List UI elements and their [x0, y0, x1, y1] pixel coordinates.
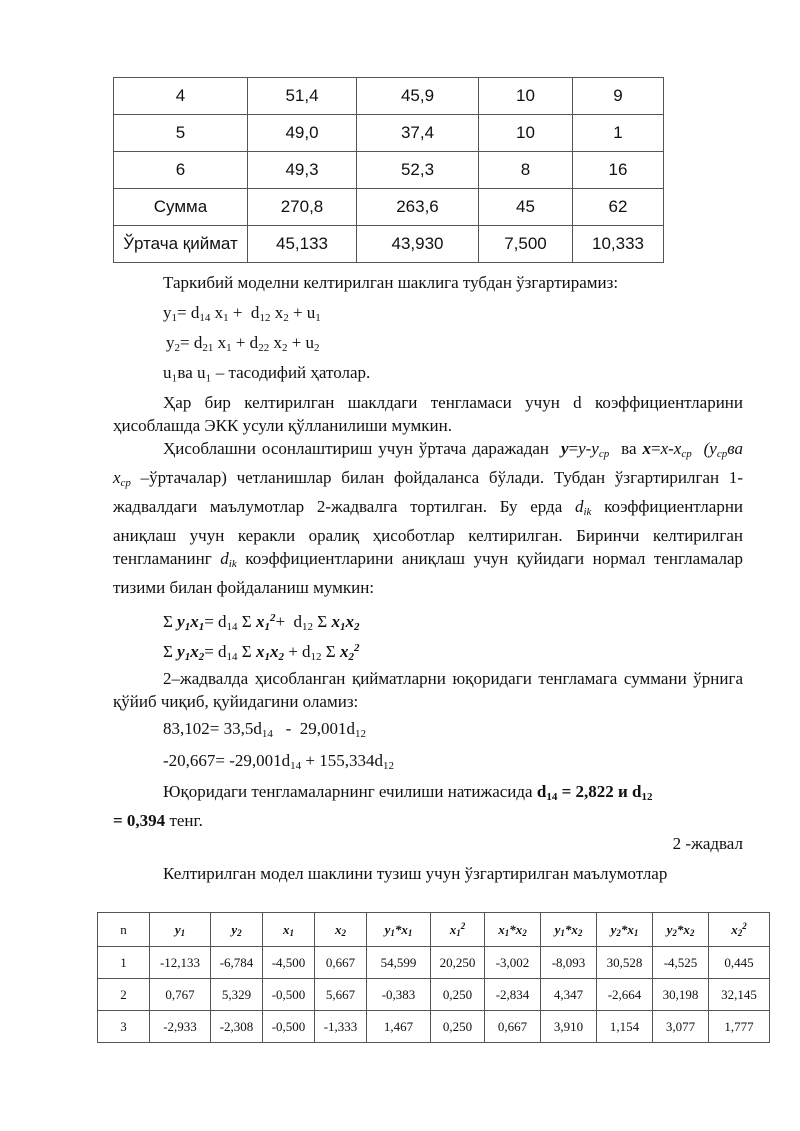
table-cell: -2,834 — [485, 979, 541, 1011]
table-cell: 1,777 — [709, 1011, 770, 1043]
equation-y1: $y_1= d_{14}$ $x_1 + d_{12}$ $x_2 + u_1$ — [163, 303, 321, 324]
table-row — [114, 152, 664, 189]
table-row — [98, 979, 770, 1011]
table-cell: -0,383 — [367, 979, 431, 1011]
table-cell: 32,145 — [709, 979, 770, 1011]
errors-line: u₁ва u₁ – тасодифий ҳатолар. — [163, 363, 371, 382]
table-cell: 49,3 — [248, 152, 357, 189]
column-header: $x_2$ — [315, 913, 367, 947]
table-cell: -8,093 — [541, 947, 597, 979]
table-cell: 10,333 — [573, 226, 664, 263]
column-header: $y_1*x_2$ — [541, 913, 597, 947]
normal-equation-1: Σ $y_1x_1= d_{14}$ Σ $x_1^2+ d_{12}$ Σ $x_1x_2$ — [163, 612, 360, 633]
paragraph-result: Юқоридаги тенгламаларнинг ечилиши натижасида $d_{14} = 2,822$ и $d_{12}$ = 0,394 тенг. — [113, 782, 653, 830]
text-span: тенг. — [169, 811, 203, 830]
table-cell: 3,910 — [541, 1011, 597, 1043]
table-cell-label: Ўртача қиймат — [114, 226, 248, 263]
table-cell: -2,933 — [150, 1011, 211, 1043]
table-cell: 1,154 — [597, 1011, 653, 1043]
table-cell: 5,667 — [315, 979, 367, 1011]
table-cell: 0,250 — [431, 979, 485, 1011]
table-cell: -3,002 — [485, 947, 541, 979]
table-cell: 0,250 — [431, 1011, 485, 1043]
table-cell: 45 — [479, 189, 573, 226]
data-table-1 — [113, 77, 664, 263]
table-cell: 0,445 — [709, 947, 770, 979]
table-cell: 45,133 — [248, 226, 357, 263]
table-cell: 54,599 — [367, 947, 431, 979]
table-cell: 9 — [573, 78, 664, 115]
column-header: $y_2*x_1$ — [597, 913, 653, 947]
table-cell: -4,525 — [653, 947, 709, 979]
column-header: $y_1$ — [150, 913, 211, 947]
table2-label: 2 -жадвал — [672, 834, 743, 853]
table-cell: 20,250 — [431, 947, 485, 979]
text-span: коэффициентларини аниқлаш учун қуйидаги нормал тенгламалар тизими билан фойдаланиш мумкин: — [113, 549, 743, 597]
table-cell: 6 — [114, 152, 248, 189]
table-cell: 263,6 — [357, 189, 479, 226]
table-cell: 5 — [114, 115, 248, 152]
table-cell: 0,667 — [315, 947, 367, 979]
column-header: $y_1*x_1$ — [367, 913, 431, 947]
table-cell: -1,333 — [315, 1011, 367, 1043]
table-cell: 30,198 — [653, 979, 709, 1011]
table-cell: 45,9 — [357, 78, 479, 115]
text-span: коэффициентларни аниқлаш учун керакли оралиқ ҳисоботлар келтирилган. Биринчи келтирилган тенгламанинг — [113, 497, 744, 568]
column-header: $x_2^2$ — [709, 913, 770, 947]
table-cell: 43,930 — [357, 226, 479, 263]
text-span: Юқоридаги тенгламаларнинг ечилиши натижасида — [163, 782, 533, 801]
table-cell: 16 — [573, 152, 664, 189]
text-span: –ўртачалар) четланишлар билан фойдаланса бўлади. Тубдан ўзгартирилган 1-жадвалдаги маълумотлар 2-жадвалга тортилган. Бу ерда — [113, 468, 743, 516]
table-cell: -6,784 — [211, 947, 263, 979]
table-cell: 1 — [573, 115, 664, 152]
intro-paragraph: Таркибий моделни келтирилган шаклига тубдан ўзгартирамиз: — [163, 273, 619, 292]
table-cell: -4,500 — [263, 947, 315, 979]
table2-caption: Келтирилган модел шаклини тузиш учун ўзгартирилган маълумотлар — [163, 864, 668, 883]
table-cell: 30,528 — [597, 947, 653, 979]
table-cell: 4 — [114, 78, 248, 115]
table-cell: 10 — [479, 78, 573, 115]
table-cell: 51,4 — [248, 78, 357, 115]
system-equation-2: $-20,667= -29,001d_{14} + 155,334d_{12}$ — [163, 751, 395, 772]
table-cell: 0,767 — [150, 979, 211, 1011]
table-row — [114, 115, 664, 152]
table-cell: 37,4 — [357, 115, 479, 152]
table-cell: 49,0 — [248, 115, 357, 152]
table-row — [98, 947, 770, 979]
table-row — [98, 1011, 770, 1043]
column-header: $x_1$ — [263, 913, 315, 947]
table-cell: 0,667 — [485, 1011, 541, 1043]
table-cell: 1,467 — [367, 1011, 431, 1043]
data-table-2 — [97, 912, 770, 1043]
table-cell: 52,3 — [357, 152, 479, 189]
paragraph-deviations: Ҳисоблашни осонлаштириш учун ўртача даражадан $y=y-y_{ср}$ ва $x=x-x_{ср}$ ($y_{ср}ва$ $x_{ср}$ –ўртачалар) четланишлар билан фойдаланса бўлади. Тубдан ўзгартирилган 1-жадвалдаги маълумотлар 2-жадвалга тортилган. Бу ерда $d_{ik}$ коэффициентларни аниқлаш учун керакли оралиқ ҳисоботлар келтирилган. Биринчи келтирилган тенгламанинг $d_{ik}$ коэффициентларини аниқлаш учун қуйидаги нормал тенгламалар тизими билан фойдаланиш мумкин: — [113, 439, 744, 597]
column-header: $x_1*x_2$ — [485, 913, 541, 947]
table-header-row — [98, 913, 770, 947]
column-header: $x_1^2$ — [431, 913, 485, 947]
table-cell-label: Сумма — [114, 189, 248, 226]
table-cell: 62 — [573, 189, 664, 226]
paragraph-substitution: 2–жадвалда ҳисобланган қийматларни юқоридаги тенгламага суммани ўрнига қўйиб чиқиб, қуйидагини оламиз: — [113, 669, 743, 711]
table-cell: 10 — [479, 115, 573, 152]
table-cell: 270,8 — [248, 189, 357, 226]
table-cell: -0,500 — [263, 1011, 315, 1043]
table-cell: -12,133 — [150, 947, 211, 979]
table-row — [114, 78, 664, 115]
table-cell: -2,308 — [211, 1011, 263, 1043]
table-row-sum — [114, 189, 664, 226]
column-header: $y_2$ — [211, 913, 263, 947]
system-equation-1: $83,102= 33,5d_{14} - 29,001d_{12}$ — [163, 719, 367, 740]
column-header: $y_2*x_2$ — [653, 913, 709, 947]
equation-y2: $y_2= d_{21}$ $x_1 + d_{22}$ $x_2 + u_2$ — [166, 333, 320, 354]
paragraph-d-coefficients: Ҳар бир келтирилган шаклдаги тенгламаси учун d коэффициентларини ҳисоблашда ЭКК усули қўлланилиши мумкин. — [113, 393, 743, 435]
table-cell: 3 — [98, 1011, 150, 1043]
normal-equation-2: Σ $y_1x_2= d_{14}$ Σ $x_1x_2 + d_{12}$ Σ $x_2^2$ — [163, 642, 360, 663]
table-cell: 7,500 — [479, 226, 573, 263]
table-row-mean — [114, 226, 664, 263]
table-cell: 8 — [479, 152, 573, 189]
table-cell: 5,329 — [211, 979, 263, 1011]
table-cell: -2,664 — [597, 979, 653, 1011]
table-cell: -0,500 — [263, 979, 315, 1011]
table-cell: 3,077 — [653, 1011, 709, 1043]
table-cell: 2 — [98, 979, 150, 1011]
text-span: Ҳисоблашни осонлаштириш учун ўртача даражадан — [163, 439, 550, 458]
table-cell: 1 — [98, 947, 150, 979]
table-cell: 4,347 — [541, 979, 597, 1011]
column-header: n — [98, 913, 150, 947]
